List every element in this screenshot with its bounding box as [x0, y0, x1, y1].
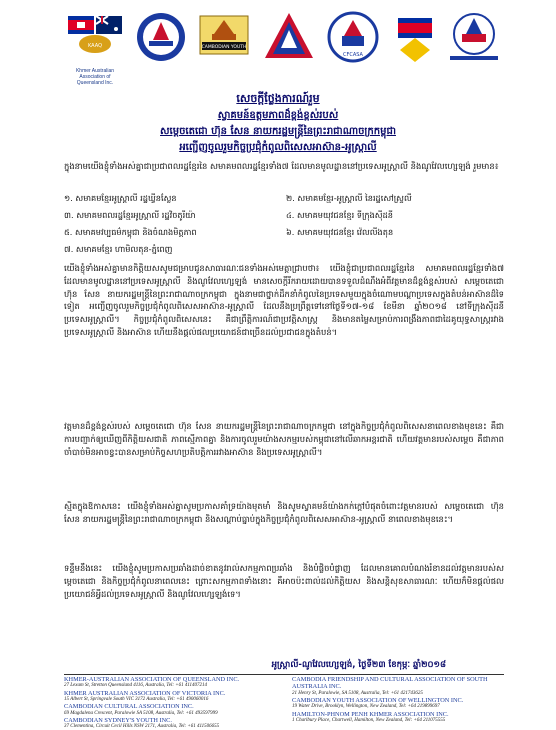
footer-right-column [292, 676, 512, 724]
association-list [64, 190, 504, 258]
association-5: ៥. សមាគមវប្បធម៌កម្ពុជា និងចំណងមិត្តភាព [64, 227, 197, 237]
cambodia-youth-association-logo [134, 10, 188, 72]
association-7: ៧. សមាគមខ្មែរ ហាមិលតុន-ភ្នំពេញ [64, 244, 173, 254]
footer-org-address: 15 Albert St, Springvale South VIC 3172 Australia, Tel: +61 490060016 [64, 697, 209, 703]
footer-org-name: HAMILTON-PHNOM PENH KHMER ASSOCIATION INC. [292, 710, 449, 718]
svg-text:KAAQ: KAAQ [87, 43, 103, 49]
footer-addresses [64, 676, 504, 730]
title-line-4: អញ្ជើញចូលរួមកិច្ចប្រជុំកំពូលពិសេសអាស៊ាន-អូស្ត្រាលី [179, 142, 377, 153]
association-6: ៦. សមាគមយុវជនខ្មែរ វ៉េលលីងតុន [286, 227, 394, 237]
association-3: ៣. សមាគមពលរដ្ឋខ្មែរអូស្ត្រាលី រដ្ឋវិចតូរីយ៉ា [64, 210, 196, 220]
svg-text:CFCASA: CFCASA [343, 52, 363, 58]
hamilton-phnom-penh-logo [448, 10, 500, 72]
body-paragraph-4: ទន្ទឹមនឹងនេះ យើងខ្ញុំសូមប្រកាសប្រឆាំងដាច់ខាតនូវរាល់សកម្មភាពប្រឆាំង និងបំផ្លិចបំផ្លាញ ដែលមានគោលបំណងរំខានដល់វត្តមានរបស់សម្តេចតេជោ និងកិច្ចប្រជុំកំពូលនាពេលនេះ ព្រោះសកម្មភាពទាំងនោះ គឺអាចប៉ះពាល់ដល់កិត្តិយស និងសន្តិសុខសាធារណៈ ហើយក៏មិនផ្តល់ផលប្រយោជន៍អ្វីដល់ប្រទេសអូស្ត្រាលី និងណូវែលហ្សេឡង់ទេ។ [64, 563, 504, 599]
footer-org-name: KHMER-AUSTRALIAN ASSOCIATION OF QUEENSLAND INC. [64, 676, 240, 683]
khmer-victoria-association-logo [262, 10, 316, 72]
footer-left-column [64, 676, 284, 730]
body-paragraph-2: វត្តមានដ៏ខ្ពង់ខ្ពស់របស់ សម្តេចតេជោ ហ៊ុន សែន នាយករដ្ឋមន្ត្រីនៃព្រះរាជាណាចក្រកម្ពុជា នៅក្នុងកិច្ចប្រជុំកំពូលពិសេសនាពេលខាងមុខនេះ គឺជាការបញ្ជាក់ឲ្យឃើញពីកិត្តិយសជាតិ ភាពស្មើភាពគ្នា និងការចូលរួមយ៉ាងសកម្មរបស់កម្ពុជានៅលើឆាកអន្តរជាតិ ហើយវត្តមានរបស់សម្តេច គឺជាភាពចាំបាច់មិនអាចខ្វះបានសម្រាប់កិច្ចសហប្រតិបត្តិការរវាងអាស៊ាន និងប្រទេសអូស្ត្រាលី។ [64, 421, 504, 457]
footer-org-name: CAMBODIAN YOUTH ASSOCIATION OF WELLINGTON INC. [292, 697, 464, 705]
title-line-3: សម្តេចតេជោ ហ៊ុន សែន នាយករដ្ឋមន្ត្រីនៃព្រះរាជាណាចក្រកម្ពុជា [160, 126, 396, 137]
footer-divider [64, 674, 504, 675]
association-2: ២. សមាគមខ្មែរ-អូស្ត្រាលី នៃរដ្ឋសៅស្ទ្រលី [286, 193, 412, 203]
list-item [64, 224, 504, 241]
logo-row [0, 0, 556, 88]
association-1: ១. សមាគមខ្មែរអូស្ត្រាលី រដ្ឋឃ្វីនស្លែន [64, 193, 177, 203]
list-item [64, 190, 504, 207]
footer-org-address: 21 Henry St, Paralowie, SA 5108, Australia, Tel: +61 421743625 [292, 690, 423, 696]
intro-paragraph: ក្នុងនាមយើងខ្ញុំទាំងអស់គ្នាជាប្រជាពលរដ្ឋខ្មែរនៃ សមាគមពលរដ្ឋខ្មែរទាំង៧ ដែលមានមូលដ្ឋាននៅប្រទេសអូស្ត្រាលី និងណូវែលហ្សេឡង់ រួមមាន៖ [64, 161, 499, 171]
association-4: ៤. សមាគមយុវជនខ្មែរ ទីក្រុងស៊ីដនី [286, 210, 393, 220]
footer-org-address: 1 Charlbury Place, Chartwell, Hamilton, New Zealand, Tel: +64 211075555 [292, 718, 446, 724]
signature-date-line: អូស្ត្រាលី-ណូវែលហ្សេឡង់, ថ្ងៃទី២៣ ខែកុម្ភៈ ឆ្នាំ២០១៨ [271, 660, 446, 670]
logo-caption: Khmer Australian Association of Queensland Inc. [75, 68, 115, 86]
footer-org-name: CAMBODIAN CULTURAL ASSOCIATION INC. [64, 703, 194, 711]
footer-org-address: 37 Clementina, Circuit Cecil Hills NSW 2171, Australia, Tel: +61 411506655 [64, 724, 220, 730]
footer-org-name: KHMER AUSTRALIAN ASSOCIATION OF VICTORIA INC. [64, 689, 226, 697]
cambodian-sydney-youth-logo [196, 10, 252, 72]
list-item [64, 241, 504, 258]
footer-org-name: CAMBODIAN SYDNEY'S YOUTH INC. [64, 716, 172, 724]
khmer-australian-association-logo [66, 10, 124, 86]
footer-org-name: CAMBODIA FRIENDSHIP AND CULTURAL ASSOCIATION OF SOUTH AUSTRALIA INC. [292, 676, 488, 691]
title-line-2: ស្វាគមន៍ឧត្តមភាពដ៏ខ្ពង់ខ្ពស់របស់ [217, 110, 339, 121]
body-paragraph-3: ស្មិតក្នុងឱកាសនេះ យើងខ្ញុំទាំងអស់គ្នាសូមប្រកាសគាំទ្រយ៉ាងមុតមាំ និងសូមស្វាគមន៍យ៉ាងកក់ក្តៅបំផុតចំពោះវត្តមានរបស់ សម្តេចតេជោ ហ៊ុន សែន នាយករដ្ឋមន្ត្រីនៃព្រះរាជាណាចក្រកម្ពុជា និងសណ្តាប់ធ្នាប់ក្នុងកិច្ចប្រជុំកំពូលពិសេសអាស៊ាន-អូស្ត្រាលី នាពេលខាងមុខនេះ។ [64, 501, 504, 524]
svg-text:CAMBODIAN YOUTH: CAMBODIAN YOUTH [201, 45, 247, 50]
footer-org-address: 27 Lexam St, Stretton Queensland 4116, Australia, Tel: +61 411407214 [64, 683, 208, 689]
cambodian-youth-wellington-logo [392, 10, 438, 72]
body-paragraph-1: យើងខ្ញុំទាំងអស់គ្នាមានកិត្តិយសសូមជម្រាបជូនសាធារណៈជនទាំងអស់មេត្តាជ្រាបថា៖ យើងខ្ញុំជាប្រជាពលរដ្ឋខ្មែរនៃ សមាគមពលរដ្ឋខ្មែរទាំង៧ ដែលមានមូលដ្ឋាននៅប្រទេសអូស្ត្រាលី និងណូវែលហ្សេឡង់ មានសេចក្តីរីករាយដោយបានទទួលដំណឹងអំពីវត្តមានដ៏ខ្ពង់ខ្ពស់របស់ សម្តេចតេជោ ហ៊ុន សែន នាយករដ្ឋមន្ត្រីនៃព្រះរាជាណាចក្រកម្ពុជា ក្នុងនាមជាថ្នាក់ដឹកនាំកំពូលនៃប្រទេសមួយក្នុងចំណោមបណ្តាប្រទេសក្នុងតំបន់អាស៊ានដ៏ទៃទៀត អញ្ជើញចូលរួមកិច្ចប្រជុំកំពូលពិសេសអាស៊ាន-អូស្ត្រាលី ដែលនឹងប្រព្រឹត្តទៅនៅថ្ងៃទី១៧-១៨ ខែមីនា ឆ្នាំ២០១៨ នៅទីក្រុងស៊ីដនី ប្រទេសអូស្ត្រាលី។ កិច្ចប្រជុំកំពូលពិសេសនេះ គឺជាព្រឹត្តិការណ៍ជាប្រវត្តិសាស្ត្រ និងមានតម្លៃសម្រាប់ការពង្រឹងភាពជាដៃគូយុទ្ធសាស្ត្ររវាងប្រទេសអូស្ត្រាលី និងអាស៊ាន ហើយនឹងផ្តល់ផលប្រយោជន៍ជាច្រើនដល់ប្រជាជនក្នុងតំបន់។ [64, 263, 504, 337]
title-line-1: សេចក្តីថ្លែងការណ៍រួម [236, 92, 320, 105]
cambodia-friendship-sa-logo [326, 10, 380, 72]
footer-org-address: 19 Water Drive, Brooklyn, Wellington, New Zealand, Tel: +64 219899697 [292, 704, 440, 710]
list-item [64, 207, 504, 224]
footer-org-address: 69 Magdalena Crescent, Paralowie SA 5108, Australia, Tel: +61 493597999 [64, 710, 218, 716]
